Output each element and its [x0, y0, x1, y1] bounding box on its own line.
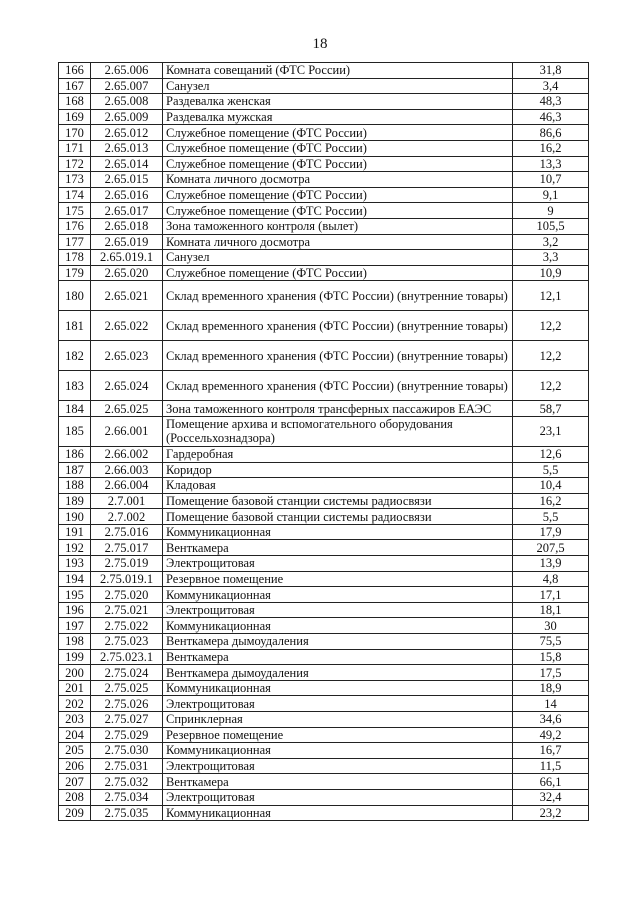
- room-area-cell: 3,4: [513, 78, 589, 94]
- table-row: [59, 805, 589, 821]
- row-number-cell: 198: [59, 634, 91, 650]
- row-number-cell: 193: [59, 556, 91, 572]
- room-name-cell: Коммуникационная: [163, 524, 513, 540]
- room-area-cell: 10,7: [513, 172, 589, 188]
- room-area-cell: 3,3: [513, 250, 589, 266]
- room-area-cell: 48,3: [513, 94, 589, 110]
- table-row: [59, 680, 589, 696]
- table-row: [59, 401, 589, 417]
- table-row: [59, 774, 589, 790]
- table-row: [59, 524, 589, 540]
- table-row: [59, 94, 589, 110]
- room-area-cell: 12,6: [513, 446, 589, 462]
- table-row: [59, 493, 589, 509]
- room-area-cell: 58,7: [513, 401, 589, 417]
- room-area-cell: 49,2: [513, 727, 589, 743]
- table-row: [59, 743, 589, 759]
- room-area-cell: 10,9: [513, 265, 589, 281]
- room-area-cell: 14: [513, 696, 589, 712]
- room-code-cell: 2.65.023: [91, 341, 163, 371]
- room-code-cell: 2.65.025: [91, 401, 163, 417]
- row-number-cell: 182: [59, 341, 91, 371]
- row-number-cell: 172: [59, 156, 91, 172]
- room-code-cell: 2.75.020: [91, 587, 163, 603]
- room-name-cell: Коммуникационная: [163, 805, 513, 821]
- room-area-cell: 75,5: [513, 634, 589, 650]
- room-name-cell: Комната совещаний (ФТС России): [163, 63, 513, 79]
- row-number-cell: 187: [59, 462, 91, 478]
- room-name-cell: Комната личного досмотра: [163, 234, 513, 250]
- room-name-cell: Санузел: [163, 250, 513, 266]
- row-number-cell: 199: [59, 649, 91, 665]
- room-code-cell: 2.65.012: [91, 125, 163, 141]
- room-name-cell: Электрощитовая: [163, 696, 513, 712]
- row-number-cell: 178: [59, 250, 91, 266]
- room-code-cell: 2.75.021: [91, 602, 163, 618]
- row-number-cell: 170: [59, 125, 91, 141]
- room-code-cell: 2.75.017: [91, 540, 163, 556]
- room-name-cell: Электрощитовая: [163, 758, 513, 774]
- room-name-cell: Коммуникационная: [163, 680, 513, 696]
- room-area-cell: 12,2: [513, 371, 589, 401]
- row-number-cell: 180: [59, 281, 91, 311]
- table-row: [59, 125, 589, 141]
- room-name-cell: Склад временного хранения (ФТС России) (внутренние товары): [163, 341, 513, 371]
- table-row: [59, 156, 589, 172]
- room-area-cell: 31,8: [513, 63, 589, 79]
- room-code-cell: 2.75.024: [91, 665, 163, 681]
- room-area-cell: 34,6: [513, 712, 589, 728]
- row-number-cell: 201: [59, 680, 91, 696]
- room-area-cell: 9: [513, 203, 589, 219]
- room-name-cell: Венткамера: [163, 774, 513, 790]
- row-number-cell: 183: [59, 371, 91, 401]
- table-row: [59, 371, 589, 401]
- room-name-cell: Электрощитовая: [163, 789, 513, 805]
- room-code-cell: 2.75.026: [91, 696, 163, 712]
- row-number-cell: 173: [59, 172, 91, 188]
- row-number-cell: 203: [59, 712, 91, 728]
- premises-table-body: [59, 63, 589, 821]
- room-code-cell: 2.65.006: [91, 63, 163, 79]
- room-code-cell: 2.75.023: [91, 634, 163, 650]
- room-code-cell: 2.75.023.1: [91, 649, 163, 665]
- row-number-cell: 179: [59, 265, 91, 281]
- table-row: [59, 281, 589, 311]
- room-name-cell: Санузел: [163, 78, 513, 94]
- room-name-cell: Помещение базовой станции системы радиосвязи: [163, 493, 513, 509]
- table-row: [59, 265, 589, 281]
- room-name-cell: Резервное помещение: [163, 571, 513, 587]
- room-name-cell: Электрощитовая: [163, 556, 513, 572]
- table-row: [59, 140, 589, 156]
- row-number-cell: 166: [59, 63, 91, 79]
- room-name-cell: Спринклерная: [163, 712, 513, 728]
- table-row: [59, 696, 589, 712]
- room-code-cell: 2.66.004: [91, 478, 163, 494]
- table-row: [59, 462, 589, 478]
- page-number: 18: [312, 36, 328, 52]
- table-row: [59, 587, 589, 603]
- row-number-cell: 171: [59, 140, 91, 156]
- room-name-cell: Помещение архива и вспомогательного оборудования (Россельхознадзора): [163, 416, 513, 446]
- table-row: [59, 634, 589, 650]
- room-area-cell: 5,5: [513, 462, 589, 478]
- room-area-cell: 5,5: [513, 509, 589, 525]
- row-number-cell: 189: [59, 493, 91, 509]
- room-name-cell: Раздевалка мужская: [163, 109, 513, 125]
- room-code-cell: 2.75.029: [91, 727, 163, 743]
- row-number-cell: 188: [59, 478, 91, 494]
- room-area-cell: 18,1: [513, 602, 589, 618]
- row-number-cell: 196: [59, 602, 91, 618]
- room-name-cell: Коммуникационная: [163, 587, 513, 603]
- row-number-cell: 176: [59, 218, 91, 234]
- room-name-cell: Резервное помещение: [163, 727, 513, 743]
- room-code-cell: 2.7.001: [91, 493, 163, 509]
- row-number-cell: 205: [59, 743, 91, 759]
- row-number-cell: 177: [59, 234, 91, 250]
- row-number-cell: 204: [59, 727, 91, 743]
- room-name-cell: Служебное помещение (ФТС России): [163, 265, 513, 281]
- table-row: [59, 758, 589, 774]
- room-name-cell: Коммуникационная: [163, 618, 513, 634]
- room-code-cell: 2.65.024: [91, 371, 163, 401]
- room-area-cell: 46,3: [513, 109, 589, 125]
- room-name-cell: Коммуникационная: [163, 743, 513, 759]
- room-code-cell: 2.65.016: [91, 187, 163, 203]
- room-code-cell: 2.65.020: [91, 265, 163, 281]
- room-code-cell: 2.65.018: [91, 218, 163, 234]
- room-name-cell: Комната личного досмотра: [163, 172, 513, 188]
- row-number-cell: 200: [59, 665, 91, 681]
- room-area-cell: 30: [513, 618, 589, 634]
- row-number-cell: 190: [59, 509, 91, 525]
- table-row: [59, 727, 589, 743]
- room-name-cell: Венткамера: [163, 540, 513, 556]
- row-number-cell: 195: [59, 587, 91, 603]
- room-name-cell: Служебное помещение (ФТС России): [163, 156, 513, 172]
- room-area-cell: 11,5: [513, 758, 589, 774]
- room-code-cell: 2.75.027: [91, 712, 163, 728]
- room-name-cell: Служебное помещение (ФТС России): [163, 187, 513, 203]
- room-name-cell: Служебное помещение (ФТС России): [163, 125, 513, 141]
- table-row: [59, 187, 589, 203]
- table-row: [59, 665, 589, 681]
- room-name-cell: Коридор: [163, 462, 513, 478]
- row-number-cell: 207: [59, 774, 91, 790]
- row-number-cell: 206: [59, 758, 91, 774]
- row-number-cell: 169: [59, 109, 91, 125]
- row-number-cell: 202: [59, 696, 91, 712]
- room-area-cell: 4,8: [513, 571, 589, 587]
- room-code-cell: 2.66.003: [91, 462, 163, 478]
- room-area-cell: 16,2: [513, 140, 589, 156]
- room-area-cell: 86,6: [513, 125, 589, 141]
- room-name-cell: Склад временного хранения (ФТС России) (внутренние товары): [163, 311, 513, 341]
- table-row: [59, 234, 589, 250]
- room-area-cell: 12,1: [513, 281, 589, 311]
- room-name-cell: Зона таможенного контроля (вылет): [163, 218, 513, 234]
- row-number-cell: 174: [59, 187, 91, 203]
- room-code-cell: 2.65.017: [91, 203, 163, 219]
- table-row: [59, 571, 589, 587]
- table-row: [59, 649, 589, 665]
- row-number-cell: 208: [59, 789, 91, 805]
- room-name-cell: Помещение базовой станции системы радиосвязи: [163, 509, 513, 525]
- room-name-cell: Зона таможенного контроля трансферных пассажиров ЕАЭС: [163, 401, 513, 417]
- room-name-cell: Кладовая: [163, 478, 513, 494]
- room-code-cell: 2.65.009: [91, 109, 163, 125]
- table-row: [59, 172, 589, 188]
- room-name-cell: Электрощитовая: [163, 602, 513, 618]
- table-row: [59, 712, 589, 728]
- room-code-cell: 2.65.021: [91, 281, 163, 311]
- room-name-cell: Склад временного хранения (ФТС России) (внутренние товары): [163, 371, 513, 401]
- table-row: [59, 478, 589, 494]
- room-code-cell: 2.75.035: [91, 805, 163, 821]
- row-number-cell: 194: [59, 571, 91, 587]
- table-row: [59, 63, 589, 79]
- table-row: [59, 416, 589, 446]
- room-code-cell: 2.75.025: [91, 680, 163, 696]
- room-area-cell: 12,2: [513, 341, 589, 371]
- room-area-cell: 32,4: [513, 789, 589, 805]
- room-code-cell: 2.75.022: [91, 618, 163, 634]
- room-area-cell: 16,2: [513, 493, 589, 509]
- room-code-cell: 2.65.013: [91, 140, 163, 156]
- room-code-cell: 2.65.007: [91, 78, 163, 94]
- room-code-cell: 2.65.015: [91, 172, 163, 188]
- row-number-cell: 191: [59, 524, 91, 540]
- row-number-cell: 186: [59, 446, 91, 462]
- table-row: [59, 602, 589, 618]
- room-name-cell: Гардеробная: [163, 446, 513, 462]
- room-code-cell: 2.65.019: [91, 234, 163, 250]
- room-code-cell: 2.75.019: [91, 556, 163, 572]
- room-code-cell: 2.75.016: [91, 524, 163, 540]
- room-code-cell: 2.75.030: [91, 743, 163, 759]
- row-number-cell: 192: [59, 540, 91, 556]
- room-code-cell: 2.75.031: [91, 758, 163, 774]
- room-code-cell: 2.65.019.1: [91, 250, 163, 266]
- room-area-cell: 13,9: [513, 556, 589, 572]
- room-name-cell: Венткамера: [163, 649, 513, 665]
- room-name-cell: Венткамера дымоудаления: [163, 634, 513, 650]
- room-area-cell: 16,7: [513, 743, 589, 759]
- table-row: [59, 218, 589, 234]
- table-row: [59, 250, 589, 266]
- room-name-cell: Служебное помещение (ФТС России): [163, 140, 513, 156]
- room-name-cell: Склад временного хранения (ФТС России) (внутренние товары): [163, 281, 513, 311]
- table-row: [59, 311, 589, 341]
- room-area-cell: 207,5: [513, 540, 589, 556]
- row-number-cell: 184: [59, 401, 91, 417]
- room-area-cell: 18,9: [513, 680, 589, 696]
- row-number-cell: 181: [59, 311, 91, 341]
- room-name-cell: Венткамера дымоудаления: [163, 665, 513, 681]
- row-number-cell: 167: [59, 78, 91, 94]
- room-area-cell: 23,2: [513, 805, 589, 821]
- table-row: [59, 78, 589, 94]
- table-row: [59, 556, 589, 572]
- room-area-cell: 66,1: [513, 774, 589, 790]
- table-row: [59, 509, 589, 525]
- room-area-cell: 3,2: [513, 234, 589, 250]
- room-area-cell: 10,4: [513, 478, 589, 494]
- room-area-cell: 15,8: [513, 649, 589, 665]
- room-code-cell: 2.75.019.1: [91, 571, 163, 587]
- room-code-cell: 2.66.001: [91, 416, 163, 446]
- room-area-cell: 17,5: [513, 665, 589, 681]
- room-area-cell: 23,1: [513, 416, 589, 446]
- table-row: [59, 203, 589, 219]
- row-number-cell: 168: [59, 94, 91, 110]
- room-code-cell: 2.65.014: [91, 156, 163, 172]
- room-area-cell: 17,9: [513, 524, 589, 540]
- row-number-cell: 197: [59, 618, 91, 634]
- row-number-cell: 209: [59, 805, 91, 821]
- table-row: [59, 109, 589, 125]
- room-area-cell: 105,5: [513, 218, 589, 234]
- table-row: [59, 789, 589, 805]
- table-row: [59, 540, 589, 556]
- room-code-cell: 2.65.008: [91, 94, 163, 110]
- room-code-cell: 2.7.002: [91, 509, 163, 525]
- row-number-cell: 175: [59, 203, 91, 219]
- table-row: [59, 446, 589, 462]
- premises-table: [58, 62, 589, 821]
- room-code-cell: 2.75.032: [91, 774, 163, 790]
- room-name-cell: Раздевалка женская: [163, 94, 513, 110]
- table-row: [59, 341, 589, 371]
- room-code-cell: 2.65.022: [91, 311, 163, 341]
- room-area-cell: 17,1: [513, 587, 589, 603]
- row-number-cell: 185: [59, 416, 91, 446]
- room-area-cell: 9,1: [513, 187, 589, 203]
- table-row: [59, 618, 589, 634]
- room-name-cell: Служебное помещение (ФТС России): [163, 203, 513, 219]
- room-code-cell: 2.75.034: [91, 789, 163, 805]
- room-area-cell: 13,3: [513, 156, 589, 172]
- room-area-cell: 12,2: [513, 311, 589, 341]
- room-code-cell: 2.66.002: [91, 446, 163, 462]
